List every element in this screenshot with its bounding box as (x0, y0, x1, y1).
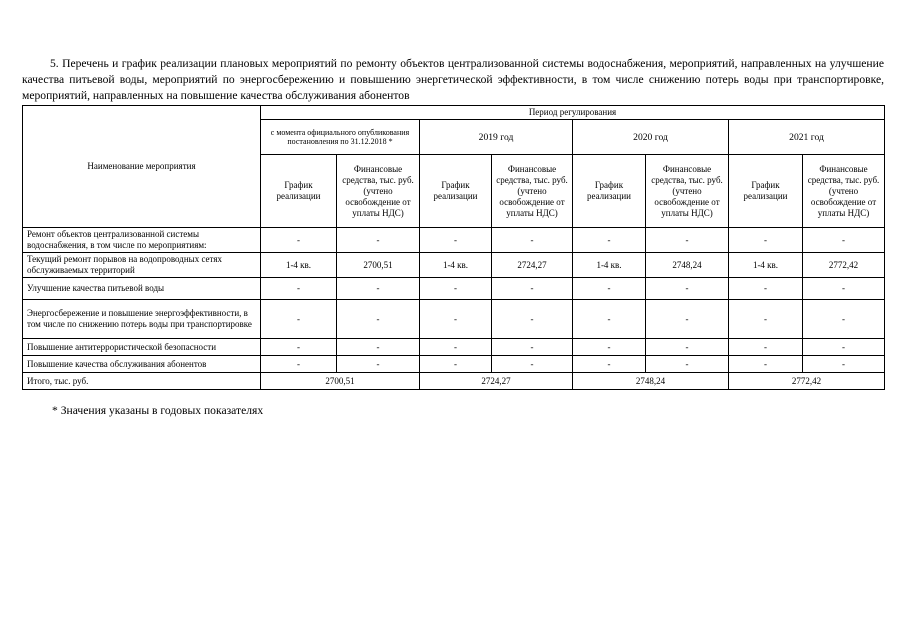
table-cell: - (803, 278, 885, 300)
total-row (23, 373, 885, 390)
table-row (23, 300, 885, 339)
table-row (23, 278, 885, 300)
funds-header: Финансовые средства, тыс. руб. (учтено освобождение от уплаты НДС) (337, 155, 420, 228)
table-cell: - (337, 228, 420, 253)
table-cell: - (492, 356, 573, 373)
table-cell: - (729, 300, 803, 339)
schedule-header: График реализации (573, 155, 646, 228)
name-column-header: Наименование мероприятия (23, 106, 261, 228)
total-label: Итого, тыс. руб. (23, 373, 261, 390)
table-cell: - (337, 339, 420, 356)
table-cell: - (803, 339, 885, 356)
table-cell: - (492, 300, 573, 339)
table-cell: - (420, 356, 492, 373)
schedule-header: График реализации (420, 155, 492, 228)
period-header: Период регулирования (261, 106, 885, 120)
total-value: 2724,27 (420, 373, 573, 390)
table-cell: 1-4 кв. (729, 253, 803, 278)
row-name: Повышение антитеррористической безопасности (23, 339, 261, 356)
table-cell: - (261, 339, 337, 356)
table-cell: - (261, 356, 337, 373)
table-cell: 1-4 кв. (573, 253, 646, 278)
table-cell: - (420, 278, 492, 300)
table-cell: - (337, 278, 420, 300)
table-cell: - (337, 300, 420, 339)
schedule-header: График реализации (729, 155, 803, 228)
table-cell: - (261, 300, 337, 339)
row-name: Текущий ремонт порывов на водопроводных сетях обслуживаемых территорий (23, 253, 261, 278)
row-name: Повышение качества обслуживания абонентов (23, 356, 261, 373)
table-row (23, 253, 885, 278)
table-cell: 2748,24 (646, 253, 729, 278)
period-2019-header: 2019 год (420, 120, 573, 155)
footnote: * Значения указаны в годовых показателях (52, 404, 264, 417)
table-cell: - (261, 278, 337, 300)
row-name: Энергосбережение и повышение энергоэффективности, в том числе по снижению потерь воды при транспортировке (23, 300, 261, 339)
table-row (23, 228, 885, 253)
table-cell: - (646, 228, 729, 253)
total-value: 2700,51 (261, 373, 420, 390)
funds-header: Финансовые средства, тыс. руб. (учтено освобождение от уплаты НДС) (646, 155, 729, 228)
period-2020-header: 2020 год (573, 120, 729, 155)
table-cell: - (646, 278, 729, 300)
table-cell: 1-4 кв. (261, 253, 337, 278)
table-cell: - (420, 339, 492, 356)
funds-header: Финансовые средства, тыс. руб. (учтено освобождение от уплаты НДС) (492, 155, 573, 228)
total-value: 2748,24 (573, 373, 729, 390)
table-cell: 2724,27 (492, 253, 573, 278)
table-cell: - (420, 228, 492, 253)
table-cell: - (337, 356, 420, 373)
activities-table (22, 105, 885, 390)
table-cell: 2772,42 (803, 253, 885, 278)
table-cell: - (573, 300, 646, 339)
table-cell: - (420, 300, 492, 339)
table-cell: - (573, 228, 646, 253)
table-cell: - (492, 339, 573, 356)
table-cell: - (646, 300, 729, 339)
table-cell: - (573, 356, 646, 373)
table-cell: 1-4 кв. (420, 253, 492, 278)
table-cell: - (492, 228, 573, 253)
table-cell: - (573, 278, 646, 300)
table-cell: - (803, 300, 885, 339)
table-cell: - (573, 339, 646, 356)
period-2018-header: с момента официального опубликования постановления по 31.12.2018 * (261, 120, 420, 155)
section-intro-text: 5. Перечень и график реализации плановых мероприятий по ремонту объектов централизованной системы водоснабжения, мероприятий, направленных на улучшение качества питьевой воды, мероприятий по энергосбережению и повышению энергетической эффективности, в том числе снижению потерь воды при транспортировке, мероприятий, направленных на повышение качества обслуживания абонентов (22, 56, 884, 102)
table-cell: - (803, 356, 885, 373)
schedule-header: График реализации (261, 155, 337, 228)
row-name: Ремонт объектов централизованной системы водоснабжения, в том числе по мероприятиям: (23, 228, 261, 253)
table-cell: - (492, 278, 573, 300)
table-cell: - (729, 356, 803, 373)
period-2021-header: 2021 год (729, 120, 885, 155)
table-cell: 2700,51 (337, 253, 420, 278)
table-cell: - (261, 228, 337, 253)
table-row (23, 356, 885, 373)
row-name: Улучшение качества питьевой воды (23, 278, 261, 300)
table-cell: - (729, 278, 803, 300)
table-cell: - (729, 228, 803, 253)
total-value: 2772,42 (729, 373, 885, 390)
table-cell: - (646, 339, 729, 356)
table-row (23, 339, 885, 356)
table-cell: - (646, 356, 729, 373)
table-cell: - (729, 339, 803, 356)
funds-header: Финансовые средства, тыс. руб. (учтено освобождение от уплаты НДС) (803, 155, 885, 228)
table-cell: - (803, 228, 885, 253)
